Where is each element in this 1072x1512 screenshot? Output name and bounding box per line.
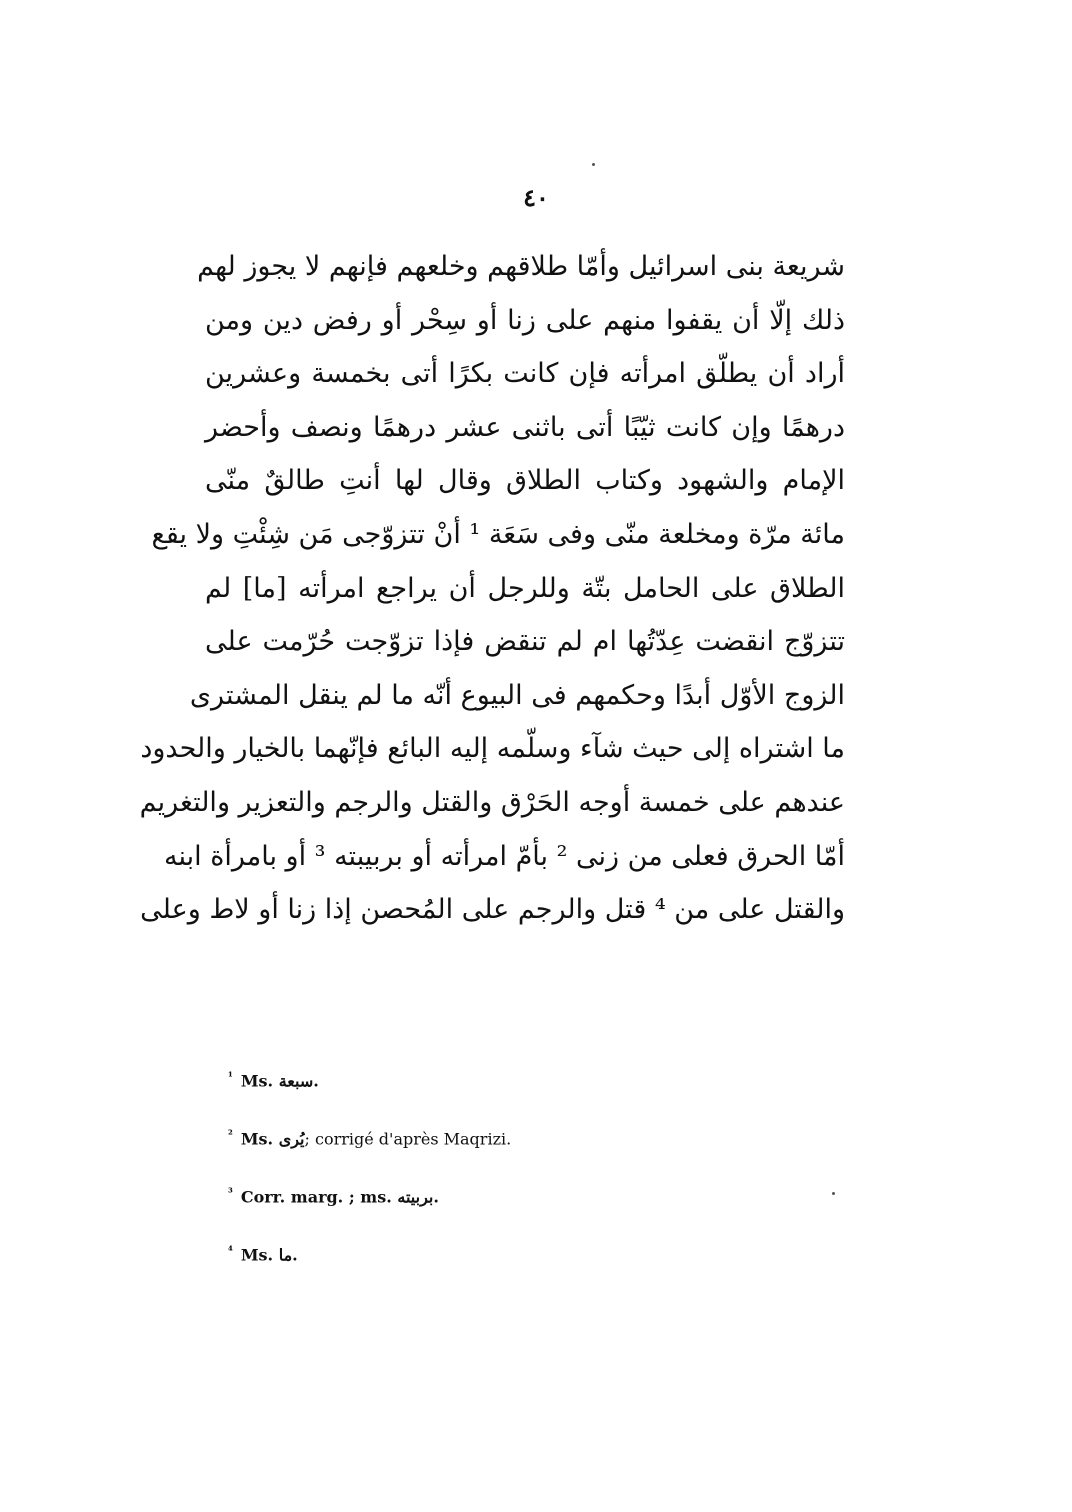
body-line: عندهم على خمسة أوجه الحَرْق والقتل والرجم والتعزير والتغريم [139,786,845,818]
footnotes [228,1062,828,1294]
footnote-lead: Ms. [240,1071,274,1091]
body-line: الزوج الأوّل أبدًا وحكمهم فى البيوع أنّه ما لم ينقل المشترى [189,679,845,711]
footnote-lead: Corr. marg. ; ms. [240,1187,392,1207]
footnote-arabic: يُرى [278,1129,305,1149]
footnote-rest: . [433,1187,439,1207]
body-line: تتزوّج انقضت عِدّتُها ام لم تنقض فإذا تزوّجت حُرّمت على [205,626,845,658]
footnote-3 [228,1178,828,1236]
footnote-rest: ; corrigé d'après Maqrizi. [304,1129,512,1149]
footnote-rest: . [313,1071,319,1091]
footnote-arabic: ما [278,1245,293,1265]
footnote-mark: ¹ [228,1070,233,1083]
body-line: أراد أن يطلّق امرأته فإن كانت بكرًا أتى بخمسة وعشرين [205,358,845,390]
footnote-2 [228,1120,828,1178]
footnote-mark: ³ [228,1186,233,1199]
scan-speck [832,1192,835,1195]
body-line: والقتل على من ⁴ قتل والرجم على المُحصن إذا زنا أو لاط وعلى [140,894,845,926]
scan-speck [592,163,595,166]
body-text [139,240,845,937]
body-line: مائة مرّة ومخلعة منّى وفى سَعَة ¹ أنْ تتزوّجى مَن شِئْتِ ولا يقع [151,518,845,550]
footnote-mark: ² [228,1128,233,1141]
footnote-rest: . [292,1245,298,1265]
body-line: الإمام والشهود وكتاب الطلاق وقال لها أنتِ طالقٌ منّى [205,465,845,497]
body-line: أمّا الحرق فعلى من زنى ² بأمّ امرأته أو بربيبته ³ أو بامرأة ابنه [163,840,845,872]
body-line: ما اشتراه إلى حيث شآء وسلّمه إليه البائع فإنّهما بالخيار والحدود [140,733,845,765]
footnote-lead: Ms. [240,1129,274,1149]
footnote-arabic: سبعة [278,1071,314,1091]
page-number: ٤٠ [523,183,549,212]
body-line: ذلك إلّا أن يقفوا منهم على زنا أو سِحْر أو رفض دين ومن [205,304,845,336]
body-line: شريعة بنى اسرائيل وأمّا طلاقهم وخلعهم فإنهم لا يجوز لهم [197,251,845,282]
footnote-4 [228,1236,828,1294]
body-line: الطلاق على الحامل بتّة وللرجل أن يراجع امرأته [ما] لم [205,572,845,604]
body-line: درهمًا وإن كانت ثيّبًا أتى باثنى عشر درهمًا ونصف وأحضر [205,411,845,443]
footnote-arabic: بربيته [397,1187,434,1207]
footnote-1 [228,1062,828,1120]
footnote-mark: ⁴ [228,1244,233,1257]
footnote-lead: Ms. [240,1245,274,1265]
